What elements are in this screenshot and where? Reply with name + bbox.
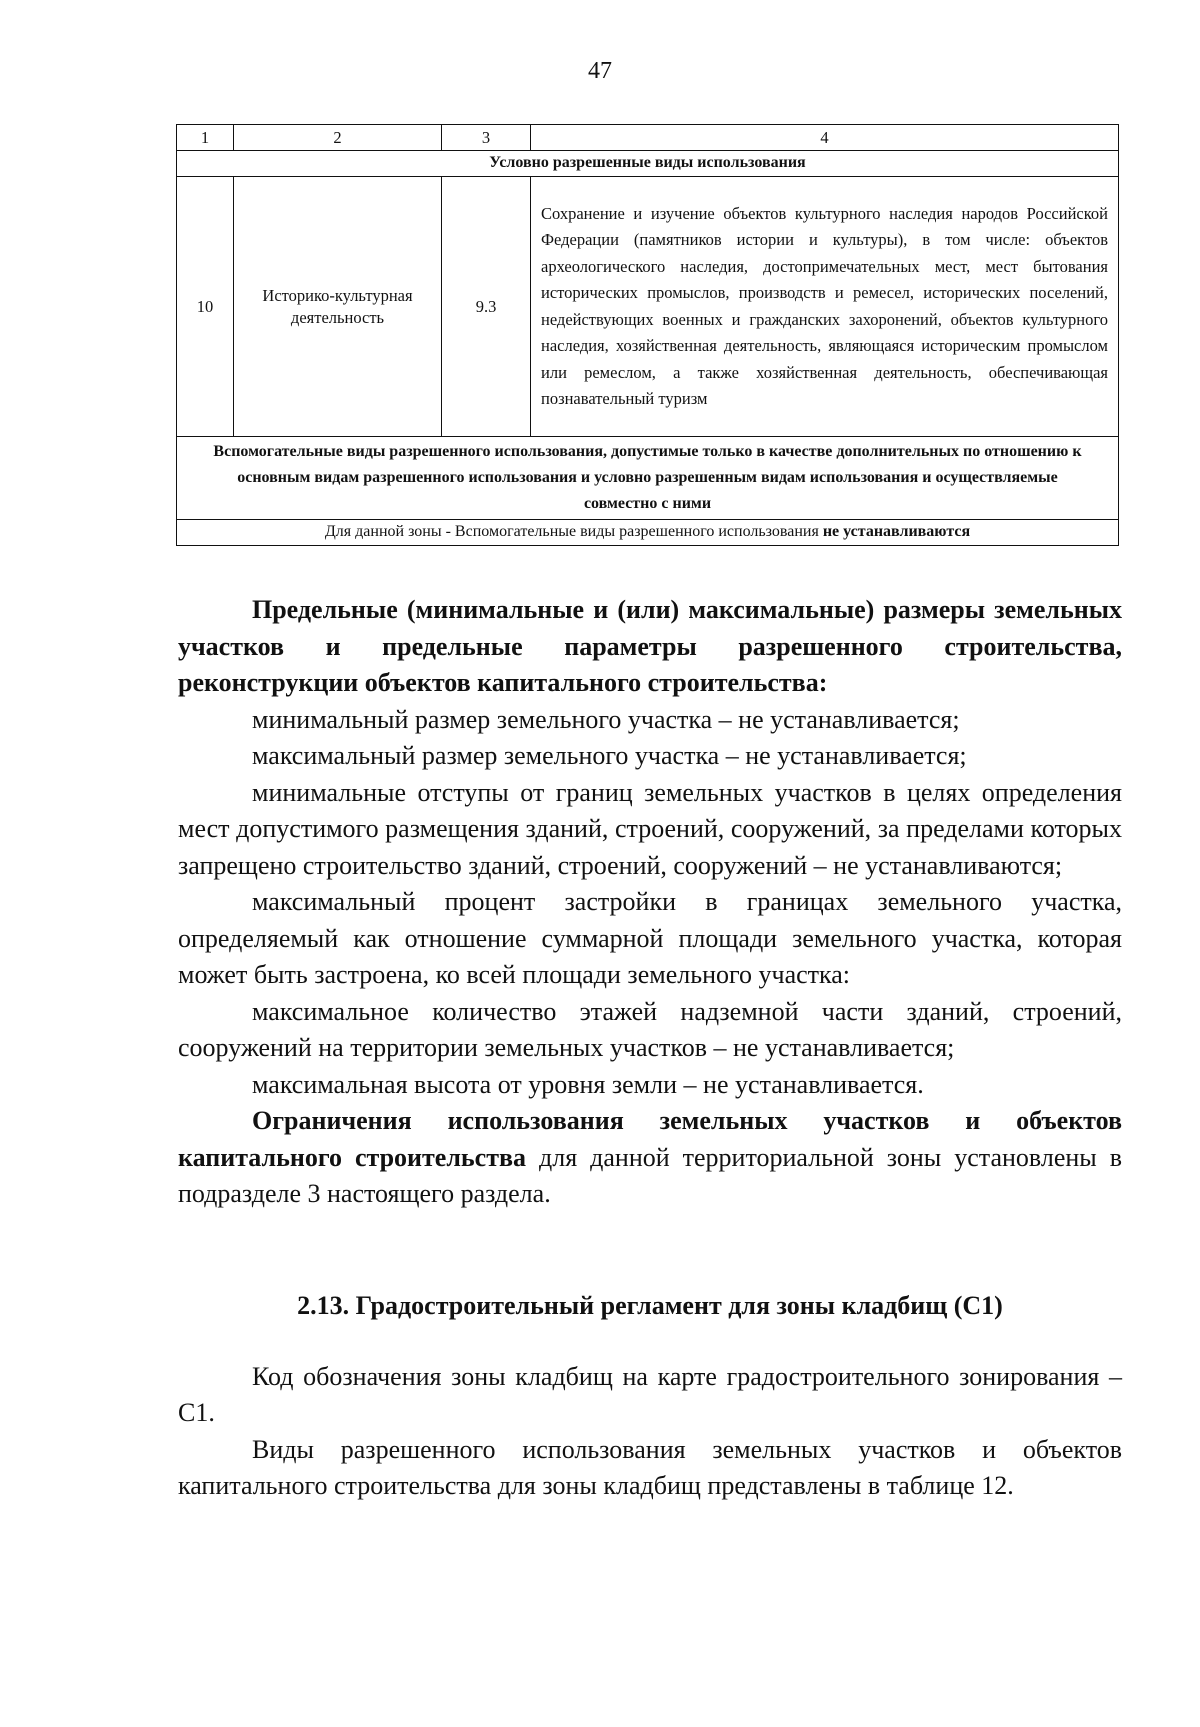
header-cell: 3: [442, 125, 531, 151]
header-cell: 1: [177, 125, 234, 151]
limits-heading: Предельные (минимальные и (или) максимальные) размеры земельных участков и предельные параметры разрешенного строительства, реконструкции объектов капитального строительства:: [178, 595, 1122, 697]
section-title-auxiliary: Вспомогательные виды разрешенного использования, допустимые только в качестве дополнительных по отношению к основным видам разрешенного использования и условно разрешенным видам использования и осуществляемые совместно с ними: [177, 437, 1119, 520]
section-row-conditional: [177, 151, 1119, 177]
limit-item: минимальные отступы от границ земельных участков в целях определения мест допустимого размещения зданий, строений, сооружений, за пределами которых запрещено строительство зданий, строений, сооружений – не устанавливаются;: [178, 777, 1122, 880]
page-number: 47: [588, 58, 612, 84]
limit-item: максимальное количество этажей надземной части зданий, строений, сооружений на территории земельных участков – не устанавливается;: [178, 996, 1122, 1062]
auxiliary-note-prefix: Для данной зоны - Вспомогательные виды разрешенного использования: [324, 523, 823, 541]
regulation-table: [176, 124, 1119, 546]
section-paragraph: Виды разрешенного использования земельных участков и объектов капитального строительства для зоны кладбищ представлены в таблице 12.: [178, 1434, 1122, 1500]
auxiliary-note: [177, 520, 1119, 546]
section-2-13: [178, 1288, 1122, 1505]
limit-item: минимальный размер земельного участка – не устанавливается;: [252, 704, 960, 734]
auxiliary-note-bold: не устанавливаются: [822, 523, 971, 541]
row-code: 9.3: [442, 177, 531, 437]
table-row: [177, 177, 1119, 437]
limit-item: максимальная высота от уровня земли – не устанавливается.: [252, 1069, 924, 1099]
row-number: 10: [177, 177, 234, 437]
section-paragraph: Код обозначения зоны кладбищ на карте градостроительного зонирования – С1.: [178, 1361, 1122, 1427]
section-row-auxiliary: [177, 437, 1119, 520]
restrictions-rest: для данной территориальной зоны установлены в подразделе 3 настоящего раздела.: [178, 1142, 1122, 1208]
section-title-conditional: Условно разрешенные виды использования: [177, 151, 1119, 177]
table-header-row: [177, 125, 1119, 151]
row-description: Сохранение и изучение объектов культурного наследия народов Российской Федерации (памятников истории и культуры), в том числе: объектов археологического наследия, достопримечательных мест, мест бытования исторических промыслов, производств и ремесел, исторических поселений, недействующих военных и гражданских захоронений, объектов культурного наследия, хозяйственная деятельность, являющаяся историческим промыслом или ремеслом, а также хозяйственная деятельность, обеспечивающая познавательный туризм: [531, 177, 1119, 437]
header-cell: 4: [531, 125, 1119, 151]
limit-item: максимальный процент застройки в границах земельного участка, определяемый как отношение суммарной площади земельного участка, которая может быть застроена, ко всей площади земельного участка:: [178, 887, 1122, 989]
limits-section: [178, 592, 1122, 1213]
section-title: 2.13. Градостроительный регламент для зоны кладбищ (С1): [297, 1291, 1003, 1320]
row-name: Историко-культурная деятельность: [234, 177, 442, 437]
restrictions-bold: Ограничения использования земельных участков и объектов капитального строительства: [178, 1106, 1122, 1172]
restrictions-paragraph: [178, 1103, 1122, 1213]
auxiliary-note-row: [177, 520, 1119, 546]
header-cell: 2: [234, 125, 442, 151]
limit-item: максимальный размер земельного участка – не устанавливается;: [252, 741, 967, 770]
